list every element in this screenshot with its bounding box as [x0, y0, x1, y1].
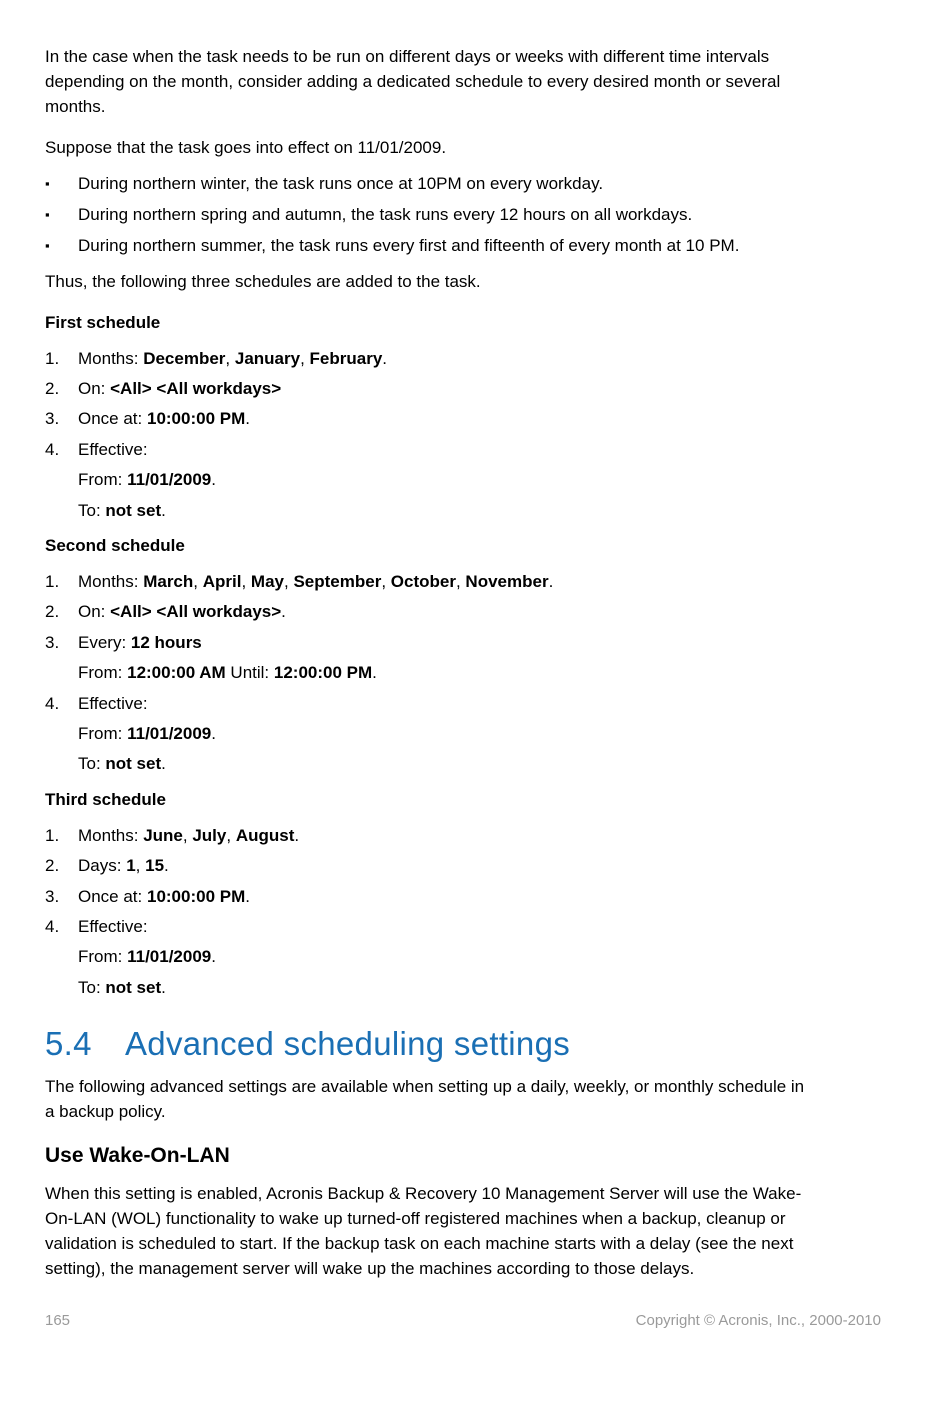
intro-paragraph-line-1: In the case when the task needs to be run on different days or weeks with different time intervals	[45, 47, 770, 66]
section-title: Advanced scheduling settings	[125, 1025, 571, 1062]
wol-paragraph-line-4: setting), the management server will wake up the machines according to those delays.	[45, 1259, 695, 1278]
list-number: 3.	[45, 633, 60, 652]
third-schedule-months: Months: June, July, August.	[78, 826, 300, 845]
copyright-notice: Copyright © Acronis, Inc., 2000-2010	[635, 1312, 881, 1329]
list-number: 2.	[45, 379, 60, 398]
bullet-spring-autumn: During northern spring and autumn, the task runs every 12 hours on all workdays.	[78, 205, 693, 224]
list-number: 1.	[45, 349, 60, 368]
third-schedule-days: Days: 1, 15.	[78, 856, 169, 875]
first-schedule-from: From: 11/01/2009.	[78, 470, 216, 489]
list-number: 2.	[45, 856, 60, 875]
bullet-icon: ▪	[45, 207, 50, 222]
wol-paragraph-line-3: validation is scheduled to start. If the backup task on each machine starts with a delay (see the next	[45, 1234, 794, 1253]
second-schedule-every: Every: 12 hours	[78, 633, 202, 652]
bullet-icon: ▪	[45, 238, 50, 253]
list-number: 1.	[45, 826, 60, 845]
second-schedule-heading: Second schedule	[45, 536, 185, 555]
second-schedule-time-range: From: 12:00:00 AM Until: 12:00:00 PM.	[78, 663, 377, 682]
list-number: 2.	[45, 602, 60, 621]
wol-paragraph-line-2: On-LAN (WOL) functionality to wake up turned-off registered machines when a backup, cleanup or	[45, 1209, 786, 1228]
bullet-winter: During northern winter, the task runs once at 10PM on every workday.	[78, 174, 604, 193]
wol-paragraph-line-1: When this setting is enabled, Acronis Backup & Recovery 10 Management Server will use the Wake-	[45, 1184, 802, 1203]
third-schedule-effective: Effective:	[78, 917, 148, 936]
list-number: 4.	[45, 694, 60, 713]
schedules-intro-paragraph: Thus, the following three schedules are added to the task.	[45, 272, 481, 291]
section-paragraph-line-1: The following advanced settings are available when setting up a daily, weekly, or monthly schedule in	[45, 1077, 805, 1096]
list-number: 4.	[45, 440, 60, 459]
first-schedule-once-at: Once at: 10:00:00 PM.	[78, 409, 250, 428]
list-number: 3.	[45, 409, 60, 428]
bullet-icon: ▪	[45, 176, 50, 191]
intro-paragraph-line-2: depending on the month, consider adding a dedicated schedule to every desired month or several	[45, 72, 781, 91]
third-schedule-to: To: not set.	[78, 978, 166, 997]
second-schedule-from: From: 11/01/2009.	[78, 724, 216, 743]
second-schedule-months: Months: March, April, May, September, October, November.	[78, 572, 554, 591]
second-schedule-effective: Effective:	[78, 694, 148, 713]
intro-paragraph-line-3: months.	[45, 97, 106, 116]
wol-subheading: Use Wake-On-LAN	[45, 1144, 230, 1167]
list-number: 1.	[45, 572, 60, 591]
first-schedule-to: To: not set.	[78, 501, 166, 520]
section-paragraph-line-2: a backup policy.	[45, 1102, 166, 1121]
first-schedule-months: Months: December, January, February.	[78, 349, 388, 368]
effective-date-paragraph: Suppose that the task goes into effect on 11/01/2009.	[45, 138, 447, 157]
third-schedule-from: From: 11/01/2009.	[78, 947, 216, 966]
list-number: 4.	[45, 917, 60, 936]
bullet-summer: During northern summer, the task runs every first and fifteenth of every month at 10 PM.	[78, 236, 740, 255]
second-schedule-to: To: not set.	[78, 754, 166, 773]
section-number: 5.4	[45, 1025, 92, 1062]
section-heading	[45, 1022, 570, 1066]
second-schedule-on: On: <All> <All workdays>.	[78, 602, 286, 621]
first-schedule-effective: Effective:	[78, 440, 148, 459]
third-schedule-heading: Third schedule	[45, 790, 166, 809]
first-schedule-on: On: <All> <All workdays>	[78, 379, 282, 398]
first-schedule-heading: First schedule	[45, 313, 161, 332]
third-schedule-once-at: Once at: 10:00:00 PM.	[78, 887, 250, 906]
list-number: 3.	[45, 887, 60, 906]
page-number: 165	[45, 1312, 71, 1329]
